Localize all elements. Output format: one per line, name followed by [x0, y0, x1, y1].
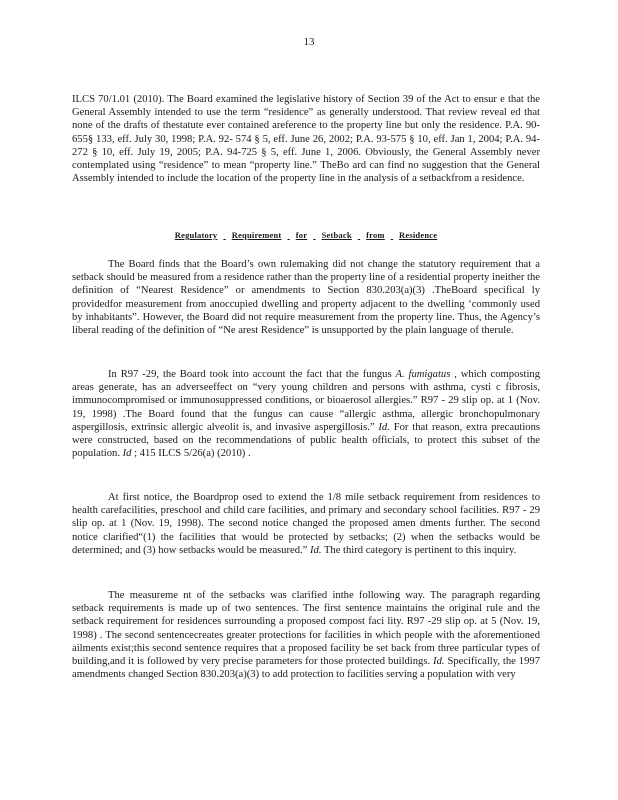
heading-word: Regulatory	[174, 230, 218, 240]
citation-id: Id.	[378, 421, 390, 433]
section-heading	[72, 229, 540, 242]
citation-id: Id.	[310, 544, 322, 556]
paragraph-text: ILCS 70/1.01 (2010). The Board examined the legislative history of Section 39 of the Act to ensur e that the General Assembly intended to use the term “residence” as generally understood. That review reveal ed that none of the drafts of thestatute ever contained areference to the property line but only the residence. P.A. 90-655§ 133, eff. July 30, 1998; P.A. 92- 574 § 5, eff. June 26, 2002; P.A. 93-575 § 10, eff. Jan 1, 2004; P.A. 94-272 § 10, eff. July 19, 2005; P.A. 94-725 § 5, eff. June 1, 2006. Obviously, the General Assembly never contemplated using “residence” to mean “property line.” TheBo ard can find no suggestion that the General Assembly intended to include the location of the property line in the analysis of a setbackfrom a residence.	[72, 94, 540, 185]
species-name: A. fumigatus	[395, 369, 451, 380]
text-run: The third category is pertinent to this inquiry.	[321, 544, 517, 556]
paragraph-fungus	[72, 368, 540, 460]
paragraph-first-notice	[72, 491, 540, 557]
text-run: Specifically, the 1997 amendments changed Section 830.203(a)(3) to add protection to facilities serving a population with very	[72, 656, 540, 681]
text-run: , which composting areas generate, has an adverseeffect on “very young children and persons with asthma, cysti c fibrosis, immunocompromised or immunosuppressed conditions, or bioaerosol allergies.” R97 - 29 slip op. at 1 (Nov. 19, 1998) .The Board found that the fungus can cause “allergic asthma, allergic bronchopulmonary aspergillosis, extrinsic allergic alveolit is, and invasive aspergillosis.”	[72, 369, 540, 433]
heading-word: Setback	[321, 230, 352, 240]
citation-id: Id	[122, 448, 132, 460]
heading-word: Requirement	[231, 230, 282, 240]
text-run: ; 415 ILCS 5/26(a) (2010) .	[131, 448, 251, 460]
heading-word: from	[366, 230, 385, 240]
paragraph-board-finds	[72, 258, 540, 337]
text-run: For that reason, extra precautions were constructed, based on the recommendations of public health officials, to protect this subset of the population.	[72, 421, 540, 460]
citation-id: Id.	[433, 656, 445, 668]
text-run: In R97 -29, the Board took into account the fact that the fungus	[108, 369, 396, 380]
page-number: 13	[303, 36, 315, 48]
text-run: At first notice, the Boardprop osed to extend the 1/8 mile setback requirement from residences to health carefacilities, preschool and child care facilities, and primary and secondary school facilities. R97 - 29 slip op. at 1 (Nov. 19, 1998). The second notice changed the proposed amen dments further. The second notice clarified“(1) the facilities that would be protected by setbacks; (2) when the setbacks would be determined; and (3) how setbacks would be measured.”	[72, 492, 540, 556]
paragraph-text: The Board finds that the Board’s own rulemaking did not change the statutory requirement that a setback should be measured from a residence rather than the property line of a residential property ineither the definition of “Nearest Residence” or amendments to Section 830.203(a)(3) .TheBoard specifical ly providedfor measurement from anoccupied dwelling and property adjacent to the dwelling ‘commonly used by inhabitants”. However, the Board did not require measurement from the property line. Thus, the Agency’s liberal reading of the definition of “Ne arest Residence” is unsupported by the plain language of therule.	[72, 259, 540, 337]
paragraph-measurement	[72, 589, 540, 681]
heading-word: Residence	[399, 230, 438, 240]
paragraph-legislative-history	[72, 93, 540, 185]
text-run: The measureme nt of the setbacks was clarified inthe following way. The paragraph regarding setback requirements is made up of two sentences. The first sentence maintains the original rule and the setback requirement for residences surrounding a proposed compost faci lity. R97 -29 slip op. at 5 (Nov. 19, 1998) . The second sentencecreates greater protections for facilities in which people with the aforementioned ailments exist;this second sentence requires that a proposed facility be set back from three particular types of building,and it is followed by very precise parameters for those protected buildings.	[72, 590, 540, 668]
heading-word: for	[295, 230, 308, 240]
